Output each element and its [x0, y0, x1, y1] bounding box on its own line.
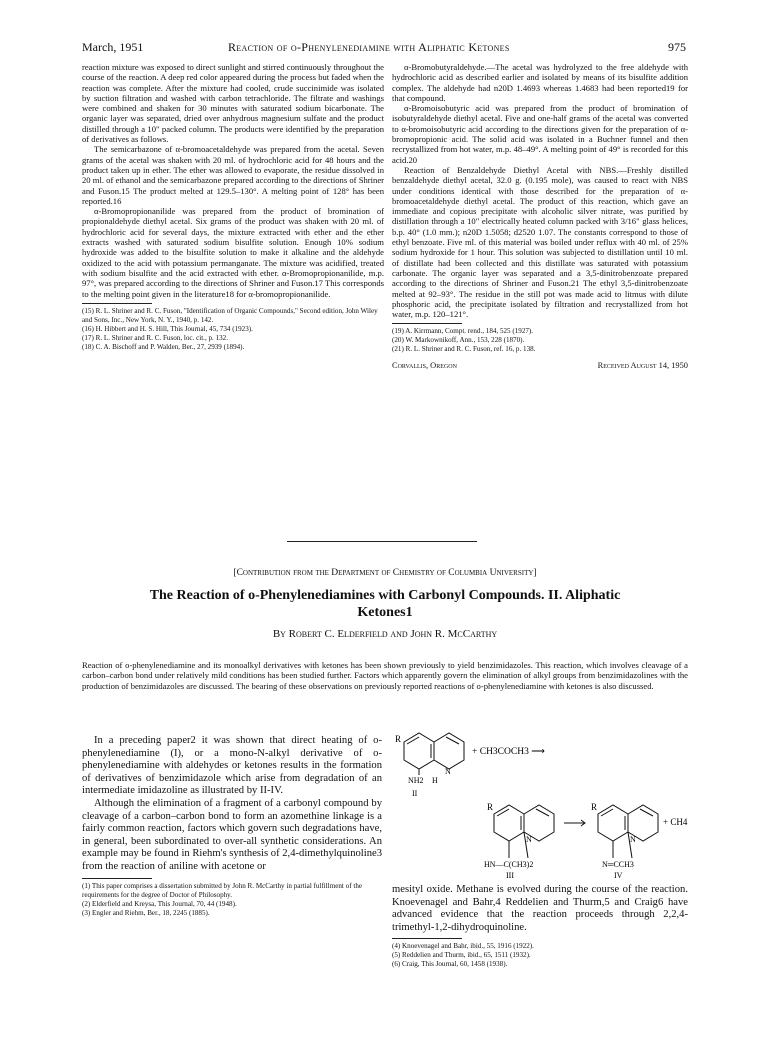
n-label: N [445, 767, 451, 776]
page-number: 975 [668, 40, 686, 54]
n-label: N [630, 835, 636, 844]
benzene-ring [494, 805, 524, 841]
benzene-ring [404, 733, 434, 769]
paragraph: α-Bromobutyraldehyde.—The acetal was hydrolyzed to the free aldehyde with hydrochloric acid as described earlier and isolated by means of its bisulfite addition complex. The aldehyde had n20D 1.4693 whereas 1.4683 had been reported19 for that compound. [392, 62, 688, 103]
running-title: Reaction of o-Phenylenediamine with Aliphatic Ketones [228, 40, 510, 54]
structure-II [404, 733, 464, 775]
paragraph: The semicarbazone of α-bromoacetaldehyde was prepared from the acetal. Seven grams of the acetal was shaken with 20 ml. of hydrochloric acid for 48 hours and the product taken up in ether. The ether was allowed to evaporate, the residue dissolved in 20 ml. of ethanol and the semicarbazone prepared according to the directions of Shriner and Fuson.15 The product melted at 129.5–130°. A melting point of 128° has been reported.16 [82, 144, 384, 206]
article-divider [287, 541, 477, 542]
signoff [392, 361, 688, 370]
footnote: (5) Reddelien and Thurm, ibid., 65, 1511 (1932). [392, 951, 531, 960]
footnote: (17) R. L. Shriner and R. C. Fuson, loc. cit., p. 132. [82, 333, 229, 342]
title-line-2: Ketones1 [357, 605, 413, 620]
footnote: (18) C. A. Bischoff and P. Walden, Ber., 27, 2939 (1894). [82, 342, 245, 351]
footnote: (4) Knoevenagel and Bahr, ibid., 55, 1916 (1922). [392, 942, 534, 951]
n-ch3-label: N═CCH3 [602, 860, 634, 869]
left-column-top [82, 62, 384, 352]
paragraph: Reaction of Benzaldehyde Diethyl Acetal with NBS.—Freshly distilled benzaldehyde diethyl acetal, 32.0 g. (0.195 mole), was caused to react with NBS under conditions identical with those described for the preparation of α-bromoacetaldehyde diethyl acetal. The product of this reaction, which gave an immediate and copious precipitate with alcoholic silver nitrate, was purified by distillation through a 10" electrically heated column packed with 3/16" glass helices, b.p. 40° (1.0 mm.); n20D 1.5058; d2520 1.07. The constants correspond to those of ethyl benzoate. Five ml. of this material was boiled under reflux with 40 ml. of 25% sodium hydroxide for 1 hour. This solution was subjected to distillation until 10 ml. of distillate had been collected and this distillate was saturated with potassium carbonate. The organic layer was separated and a 3,5-dinitrobenzoate prepared according to the directions of Shriner and Fuson.21 The ethyl 3,5-dinitrobenzoate melted at 92–93°. The residue in the still pot was made acid to litmus with dilute phosphoric acid, the precipitate isolated by filtration and recrystallized from hot water, m.p. 120–121°. [392, 164, 688, 320]
header-date: March, 1951 [82, 40, 144, 54]
reaction-scheme [388, 730, 698, 880]
paragraph: α-Bromoisobutyric acid was prepared from the product of bromination of isobutyraldehyde diethyl acetal. Five and one-half grams of the acetal was converted to α-bromoisobutyric acid according to the directions given for the preparation of α-bromopropionic acid. The solid acid was isolated in a Buchner funnel and then recrystallized from hot water, m.p. 48–49°. A melting point of 49° is recorded for this acid.20 [392, 103, 688, 165]
footnote: (1) This paper comprises a dissertation submitted by John R. McCarthy in partial fulfillment of the requirements for the degree of Doctor of Philosophy. [82, 881, 363, 899]
footnote: (16) H. Hibbert and H. S. Hill, This Journal, 45, 734 (1923). [82, 324, 253, 333]
footnote-rule [82, 303, 152, 304]
article-title [82, 587, 688, 621]
signoff-received: Received August 14, 1950 [597, 361, 688, 371]
right-column-top [392, 62, 688, 370]
reagent-label: + CH3COCH3 ⟶ [472, 747, 545, 757]
structure-IV [598, 805, 658, 858]
nh2-label: NH2 [408, 776, 424, 785]
title-line-1: The Reaction of o-Phenylenediamines with Carbonyl Compounds. II. Aliphatic [149, 588, 621, 603]
paragraph: mesityl oxide. Methane is evolved during the course of the reaction. Knoevenagel and Bahr,4 Reddelien and Thurm,5 and Craig6 have advanced evidence that the reaction proceeds through 2,2,4-trimethyl-1,2-dihydroquinoline. [392, 884, 688, 933]
n-label: N [526, 835, 532, 844]
reaction-arrow [564, 820, 585, 826]
footnote: (21) R. L. Shriner and R. C. Fuson, ref. 16, p. 138. [392, 345, 536, 354]
article-abstract: Reaction of o-phenylenediamine and its monoalkyl derivatives with ketones has been shown previously to yield benzimidazoles. This reaction, which involves cleavage of a carbon–carbon bond under relatively mild conditions has been studied further. Factors which apparently govern the elimination of alkyl groups from benzimidazolines with the production of benzimidazoles are discussed. The bearing of these observations on previously reported reactions of o-phenylenediamine with ketones is also discussed. [82, 660, 688, 691]
footnote: (6) Craig, This Journal, 60, 1458 (1938). [392, 960, 508, 969]
paragraph: In a preceding paper2 it was shown that direct heating of o-phenylenediamine (I), or a mono-N-alkyl derivative of o-phenylenediamine with aldehydes or ketones results in the formation of derivatives of benzimidazole which arise from degradation of an intermediate imidazoline as illustrated by II-IV. [82, 735, 382, 797]
right-column-bottom [392, 884, 688, 969]
contribution-line: [Contribution from the Department of Chemistry of Columbia University] [233, 568, 537, 578]
compound-label-IV: IV [614, 871, 623, 880]
r-label: R [395, 734, 402, 744]
structure-III [494, 805, 554, 858]
footnote: (20) W. Markownikoff, Ann., 153, 228 (1870). [392, 336, 525, 345]
signoff-place: Corvallis, Oregon [392, 361, 457, 371]
benzene-ring [598, 805, 628, 841]
footnote-rule [392, 938, 462, 939]
compound-label-III: III [506, 871, 514, 880]
footnote: (3) Engler and Riehm, Ber., 18, 2245 (1885). [82, 908, 210, 917]
plus-ch4-label: + CH4 [663, 817, 688, 827]
r-label: R [591, 802, 598, 812]
paragraph: α-Bromopropionanilide was prepared from the product of bromination of propionaldehyde diethyl acetal. Six grams of the product was shaken with 20 ml. of hydrochloric acid for several days, the mixture extracted with ether and the ether extracts washed with saturated sodium bisulfite solution. Enough 10% sodium hydroxide was added to the bisulfite solution to make it alkaline and the aldehyde oxidized to the acid with potassium permanganate. The mixture was acidified, treated with sodium bisulfite and the acid extracted with ether. α-Bromopropionanilide, m.p. 97°, was prepared according to the directions of Shriner and Fuson.17 This corresponds to the melting point given in the literature18 for α-bromopropionanilide. [82, 206, 384, 299]
ring-double-bond [497, 809, 509, 816]
ring-double-bond [601, 809, 613, 816]
hn-label: HN—C(CH3)2 [484, 860, 534, 869]
ring-double-bond [407, 737, 419, 744]
footnote: (19) A. Kirrmann, Compt. rend., 184, 525 (1927). [392, 327, 534, 336]
footnote: (15) R. L. Shriner and R. C. Fuson, "Identification of Organic Compounds," Second edition, John Wiley and Sons, Inc., New York, N. Y., 1940, p. 142. [82, 306, 378, 324]
compound-label-II: II [412, 789, 418, 798]
footnote-rule [392, 323, 462, 324]
article-authors: By Robert C. Elderfield and John R. McCarthy [272, 628, 498, 640]
r-label: R [487, 802, 494, 812]
footnote: (2) Elderfield and Kreysa, This Journal, 70, 44 (1948). [82, 899, 237, 908]
footnote-rule [82, 878, 152, 879]
h-label: H [432, 776, 438, 785]
paragraph: reaction mixture was exposed to direct sunlight and stirred continuously throughout the course of the reaction. A deep red color appeared during the process but faded when the reaction was complete. After the mixture had cooled, crude succinimide was isolated by suction filtration and washed with carbon tetrachloride. The filtrate and washings were combined and shaken for 30 minutes with saturated sodium bicarbonate. The organic layer was separated, dried over anhydrous magnesium sulfate and the product distilled through a 10" packed column. The products were identified by the preparation of derivatives as follows. [82, 62, 384, 145]
left-column-bottom [82, 735, 382, 918]
paragraph: Although the elimination of a fragment of a carbonyl compound by cleavage of a carbon–carbon bond to form an azomethine linkage is a fairly common reaction, factors which govern such degradations have, in general, been subordinated to over-all synthetic considerations. An example may be found in Riehm's synthesis of 2,4-dimethylquinoline3 from the reaction of aniline with acetone or [82, 797, 382, 872]
